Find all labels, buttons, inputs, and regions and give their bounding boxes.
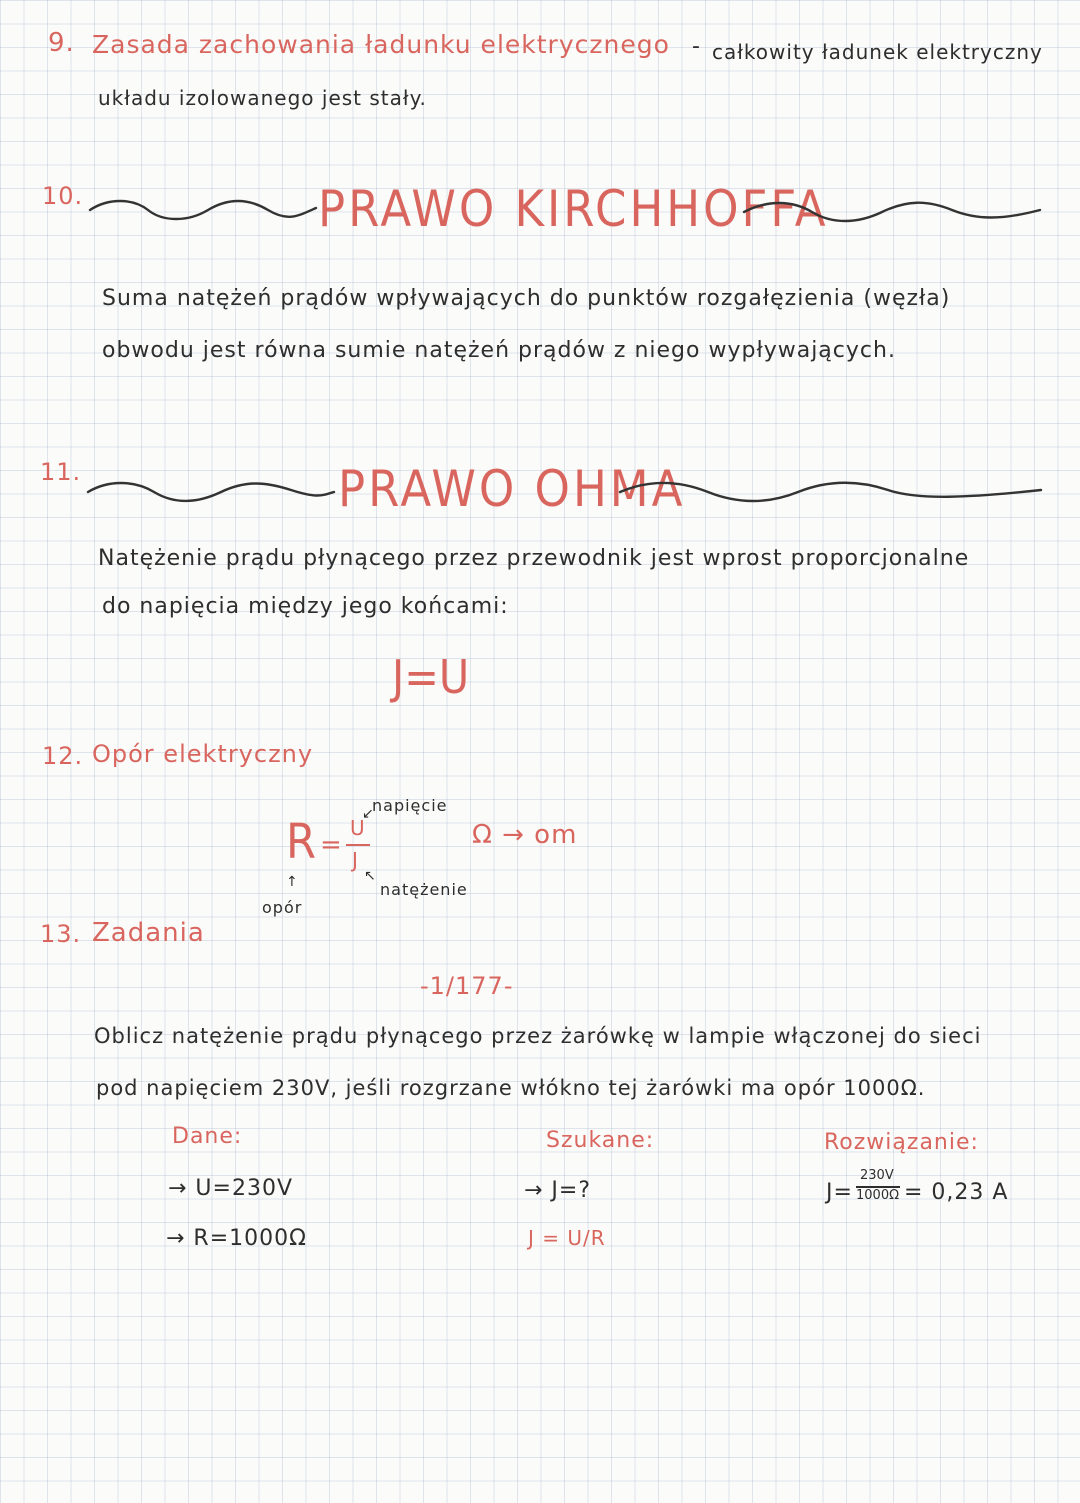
sought-current: → J=? xyxy=(524,1178,592,1203)
kirchhoff-definition-line-2: obwodu jest równa sumie natężeń prądów z niego wypływających. xyxy=(102,338,896,363)
sought-formula: J = U/R xyxy=(528,1226,606,1250)
sought-heading: Szukane: xyxy=(546,1128,655,1153)
label-natezenie: natężenie xyxy=(380,880,468,899)
section-9-text-line-1: całkowity ładunek elektryczny xyxy=(712,40,1043,64)
kirchhoff-right-wave xyxy=(742,196,1042,226)
kirchhoff-title: PRAWO KIRCHHOFFA xyxy=(318,180,829,238)
resistance-symbol: R xyxy=(286,814,316,870)
solution-denominator: 1000Ω xyxy=(856,1188,900,1203)
ohm-title: PRAWO OHMA xyxy=(338,460,686,518)
section-9-text-line-2: układu izolowanego jest stały. xyxy=(98,86,427,110)
ohm-definition-line-2: do napięcia między jego końcami: xyxy=(102,594,509,619)
arrow-to-j: ↖ xyxy=(364,868,376,884)
arrow-to-r: ↑ xyxy=(286,874,298,890)
section-9-heading: Zasada zachowania ładunku elektrycznego xyxy=(92,30,670,59)
section-12-number: 12. xyxy=(42,742,84,770)
section-11-number: 11. xyxy=(40,458,82,486)
section-9-number: 9. xyxy=(48,28,75,58)
task-text-line-1: Oblicz natężenie prądu płynącego przez żarówkę w lampie włączonej do sieci xyxy=(94,1024,982,1048)
kirchhoff-definition-line-1: Suma natężeń prądów wpływających do punktów rozgałęzienia (węzła) xyxy=(102,286,951,311)
section-12-heading: Opór elektryczny xyxy=(92,740,314,768)
ohm-unit: Ω → om xyxy=(472,820,578,850)
given-resistance: → R=1000Ω xyxy=(166,1226,307,1251)
solution-j: J= xyxy=(826,1180,853,1205)
task-number: -1/177- xyxy=(420,972,514,1000)
ohm-left-wave xyxy=(86,478,336,508)
fraction-numerator-u: U xyxy=(350,816,365,840)
section-10-number: 10. xyxy=(42,182,84,210)
section-9-dash: - xyxy=(692,34,701,59)
ohm-definition-line-1: Natężenie prądu płynącego przez przewodnik jest wprost proporcjonalne xyxy=(98,546,970,571)
label-napiecie: napięcie xyxy=(372,796,448,815)
section-13-number: 13. xyxy=(40,920,82,948)
task-text-line-2: pod napięciem 230V, jeśli rozgrzane włókno tej żarówki ma opór 1000Ω. xyxy=(96,1076,926,1100)
solution-heading: Rozwiązanie: xyxy=(824,1130,979,1155)
label-opor: opór xyxy=(262,898,303,917)
ohm-formula: J=U xyxy=(392,650,470,704)
given-voltage: → U=230V xyxy=(168,1176,294,1201)
ohm-right-wave xyxy=(618,476,1043,506)
fraction-bar xyxy=(346,844,370,846)
fraction-denominator-j: J xyxy=(352,848,358,872)
given-heading: Dane: xyxy=(172,1124,243,1149)
section-13-heading: Zadania xyxy=(92,918,205,948)
solution-numerator: 230V xyxy=(860,1168,894,1183)
arrow-to-u: ↙ xyxy=(362,806,374,822)
solution-result: = 0,23 A xyxy=(904,1180,1009,1205)
kirchhoff-left-wave xyxy=(88,196,318,226)
resistance-equals: = xyxy=(320,830,342,860)
